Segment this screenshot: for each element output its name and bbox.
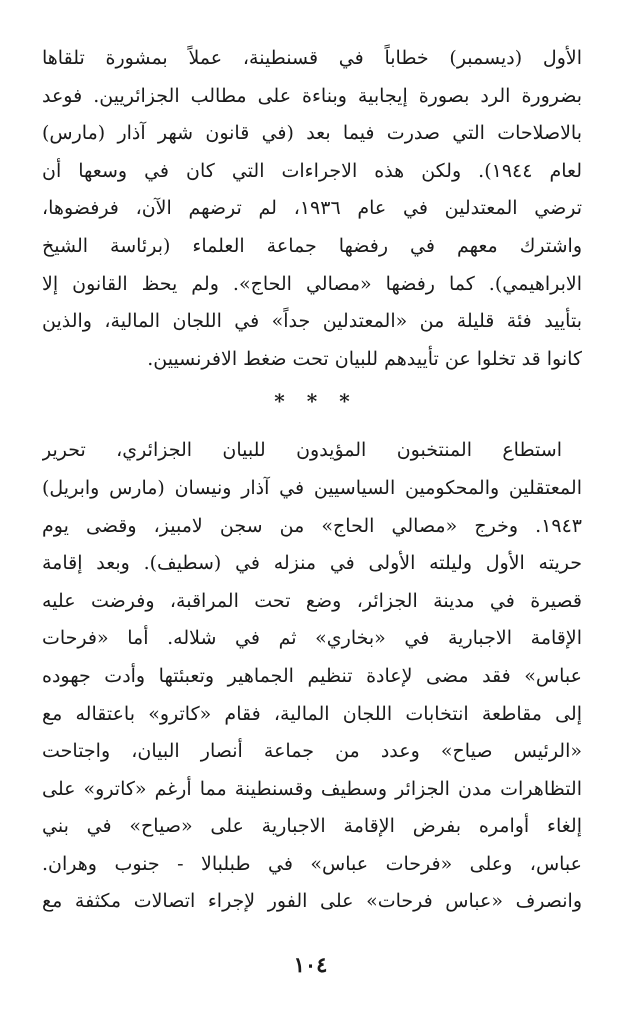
text-line: ترضي المعتدلين في عام ١٩٣٦، لم ترضهم الآن، فرفضوها، [42, 197, 582, 220]
text-line: كانوا قد تخلوا عن تأييدهم للبيان تحت ضغط الافرنسيين. [147, 347, 582, 370]
text-line: الإقامة الاجبارية في «بخاري» ثم في شلاله. أما «فرحات [42, 627, 582, 650]
text-line: الأول (ديسمبر) خطاباً في قسنطينة، عملاً بمشورة تلقاها [42, 47, 582, 69]
paragraph-1 [42, 40, 582, 378]
text-line: عباس، وعلى «فرحات عباس» في طبلبالا - جنوب وهران. [42, 852, 582, 875]
text-line: التظاهرات مدن الجزائر وسطيف وقسنطينة مما أرغم «كاترو» على [42, 777, 582, 800]
text-line: الابراهيمي). كما رفضها «مصالي الحاج». ولم يحظ القانون إلا [42, 272, 582, 295]
page-number: ١٠٤ [293, 952, 328, 977]
section-divider: *** [274, 389, 372, 414]
text-line: إلغاء أوامره بفرض الإقامة الاجبارية على «صياح» في بني [42, 815, 582, 838]
text-line: واشترك معهم في رفضها جماعة العلماء (برئاسة الشيخ [42, 234, 582, 257]
text-line: ١٩٤٣. وخرج «مصالي الحاج» من سجن لامبيز، وقضى يوم [42, 514, 582, 537]
text-line: لعام ١٩٤٤). ولكن هذه الاجراءات التي كان في وسعها أن [42, 159, 582, 182]
spacer [42, 424, 582, 432]
text-line: بالاصلاحات التي صدرت فيما بعد (في قانون شهر آذار (مارس) [42, 122, 582, 145]
text-line: قصيرة في مدينة الجزائر، وضع تحت المراقبة، وفرضت عليه [42, 589, 582, 612]
text-line: استطاع المنتخبون المؤيدون للبيان الجزائري، تحرير [42, 439, 562, 462]
page-body [42, 40, 582, 921]
text-line: المعتقلين والمحكومين السياسيين في آذار ونيسان (مارس وابريل) [42, 476, 582, 499]
text-line: «الرئيس صياح» وعدد من جماعة أنصار البيان، واجتاحت [42, 740, 582, 763]
text-line: إلى مقاطعة انتخابات اللجان المالية، فقام «كاترو» باعتقاله مع [42, 702, 582, 725]
paragraph-2 [42, 432, 582, 921]
text-line: بضرورة الرد بصورة إيجابية وبناءة على مطالب الجزائريين. فوعد [42, 84, 582, 107]
text-line: وانصرف «عباس فرحات» على الفور لإجراء اتصالات مكثفة مع [42, 890, 582, 913]
text-line: عباس» فقد مضى لإعادة تنظيم الجماهير وتعبئتها وأدت جهوده [42, 664, 582, 687]
text-line: حريته الأول وليلته الأولى في منزله في (سطيف). وبعد إقامة [42, 552, 582, 575]
text-line: بتأييد فئة قليلة من «المعتدلين جداً» في اللجان المالية، والذين [42, 310, 582, 333]
